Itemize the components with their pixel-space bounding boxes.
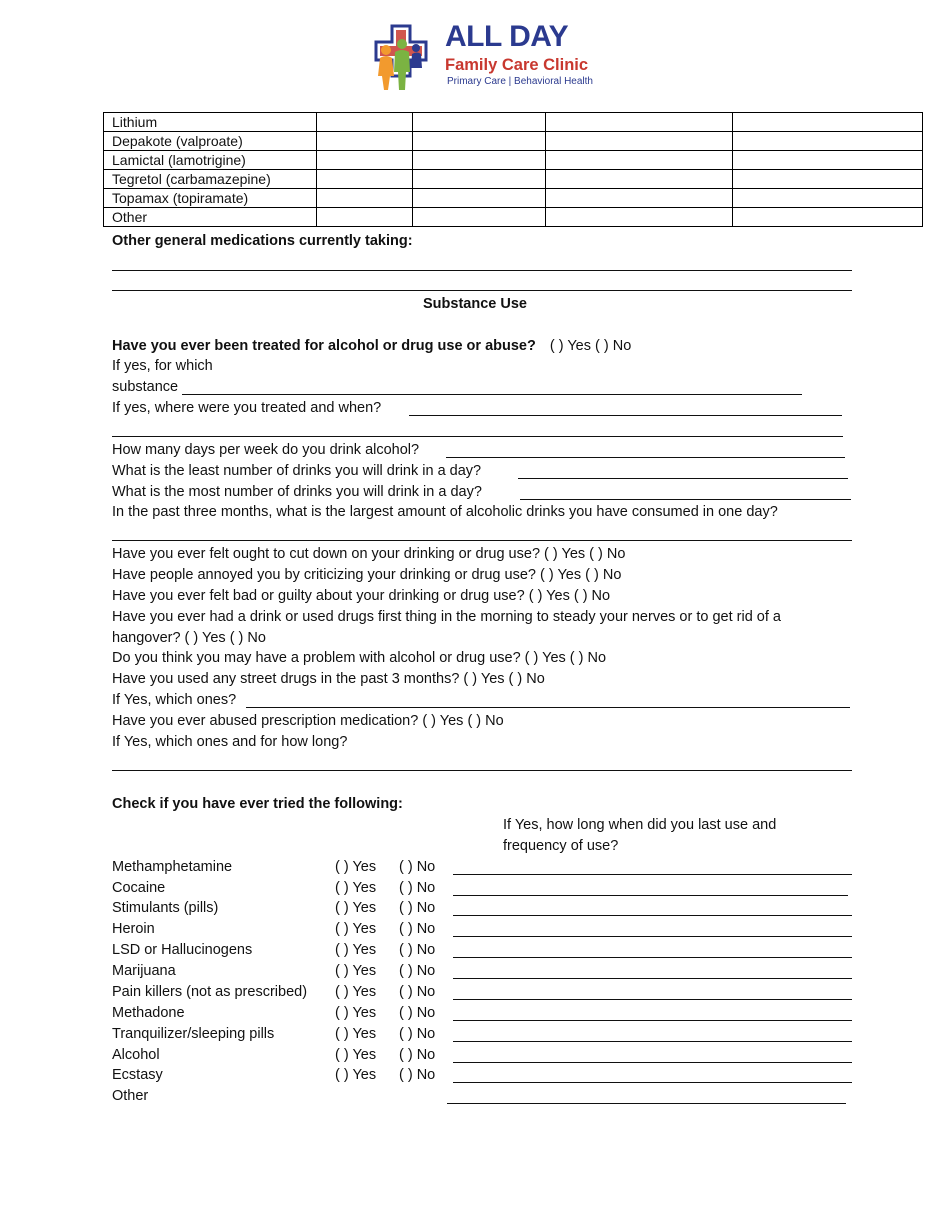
table-row: [104, 170, 923, 189]
largest-drinks-line[interactable]: [112, 540, 852, 541]
medication-table: [103, 112, 923, 227]
medication-name: Depakote (valproate): [104, 132, 317, 151]
drug-name: Pain killers (not as prescribed): [112, 984, 308, 1000]
yes-option[interactable]: ( ) Yes: [335, 1005, 377, 1021]
drug-name: Cocaine: [112, 880, 166, 896]
morning-question: Have you ever had a drink or used drugs first thing in the morning to steady your nerves or to get rid of a: [112, 609, 781, 625]
no-option[interactable]: ( ) No: [399, 963, 436, 979]
yes-option[interactable]: ( ) Yes: [335, 880, 377, 896]
logo-title: ALL DAY: [445, 20, 569, 53]
table-cell[interactable]: [733, 208, 923, 227]
table-row: [104, 113, 923, 132]
no-option[interactable]: ( ) No: [399, 1047, 436, 1063]
annoyed-question[interactable]: Have people annoyed you by criticizing your drinking or drug use? ( ) Yes ( ) No: [112, 567, 622, 583]
drug-answer-line[interactable]: [453, 936, 852, 937]
yes-option[interactable]: ( ) Yes: [335, 900, 377, 916]
drug-name: LSD or Hallucinogens: [112, 942, 253, 958]
table-row: [104, 208, 923, 227]
drug-name: Methadone: [112, 1005, 185, 1021]
where-treated-line[interactable]: [409, 415, 842, 416]
problem-question[interactable]: Do you think you may have a problem with alcohol or drug use? ( ) Yes ( ) No: [112, 650, 607, 666]
table-cell[interactable]: [412, 113, 545, 132]
table-cell[interactable]: [733, 189, 923, 208]
days-week-label: How many days per week do you drink alcohol?: [112, 442, 420, 458]
largest-drinks-label: In the past three months, what is the largest amount of alcoholic drinks you have consumed in one day?: [112, 504, 778, 520]
table-row: [104, 151, 923, 170]
no-option[interactable]: ( ) No: [399, 942, 436, 958]
which-substance-line[interactable]: [182, 394, 802, 395]
table-cell[interactable]: [316, 208, 412, 227]
drug-name: Ecstasy: [112, 1067, 163, 1083]
drug-name: Stimulants (pills): [112, 900, 219, 916]
table-cell[interactable]: [733, 113, 923, 132]
logo-tagline: Primary Care | Behavioral Health: [447, 76, 593, 87]
table-cell[interactable]: [412, 208, 545, 227]
other-meds-line-1[interactable]: [112, 270, 852, 271]
which-long-label: If Yes, which ones and for how long?: [112, 734, 348, 750]
table-cell[interactable]: [545, 132, 733, 151]
drug-answer-line[interactable]: [453, 999, 852, 1000]
which-long-line[interactable]: [112, 770, 852, 771]
checklist-title: Check if you have ever tried the following:: [112, 796, 403, 812]
where-treated-label: If yes, where were you treated and when?: [112, 400, 382, 416]
table-cell[interactable]: [545, 113, 733, 132]
checklist-note-2: frequency of use?: [503, 838, 619, 854]
yes-option[interactable]: ( ) Yes: [335, 1047, 377, 1063]
drug-answer-line[interactable]: [447, 1103, 846, 1104]
yes-option[interactable]: ( ) Yes: [335, 921, 377, 937]
drug-answer-line[interactable]: [453, 978, 852, 979]
drug-answer-line[interactable]: [453, 874, 852, 875]
yes-option[interactable]: ( ) Yes: [335, 859, 377, 875]
yes-option[interactable]: ( ) Yes: [335, 963, 377, 979]
yes-option[interactable]: ( ) Yes: [335, 1067, 377, 1083]
medication-name: Tegretol (carbamazepine): [104, 170, 317, 189]
least-drinks-label: What is the least number of drinks you will drink in a day?: [112, 463, 482, 479]
drug-answer-line[interactable]: [453, 957, 852, 958]
table-cell[interactable]: [412, 170, 545, 189]
drug-name: Alcohol: [112, 1047, 160, 1063]
table-cell[interactable]: [545, 189, 733, 208]
drug-name: Heroin: [112, 921, 155, 937]
table-cell[interactable]: [316, 170, 412, 189]
other-meds-label: Other general medications currently taking:: [112, 233, 413, 249]
drug-answer-line[interactable]: [453, 895, 848, 896]
table-cell[interactable]: [412, 189, 545, 208]
which-ones-line[interactable]: [246, 707, 850, 708]
where-treated-line-2[interactable]: [112, 436, 843, 437]
no-option[interactable]: ( ) No: [399, 921, 436, 937]
drug-answer-line[interactable]: [453, 1041, 852, 1042]
table-cell[interactable]: [412, 151, 545, 170]
medication-name: Lithium: [104, 113, 317, 132]
table-cell[interactable]: [316, 151, 412, 170]
guilty-question[interactable]: Have you ever felt bad or guilty about your drinking or drug use? ( ) Yes ( ) No: [112, 588, 611, 604]
which-ones-label: If Yes, which ones?: [112, 692, 237, 708]
drug-answer-line[interactable]: [453, 1082, 852, 1083]
most-drinks-line[interactable]: [520, 499, 851, 500]
section-title: Substance Use: [423, 296, 527, 312]
logo-subtitle: Family Care Clinic: [445, 56, 589, 74]
no-option[interactable]: ( ) No: [399, 900, 436, 916]
cut-down-question[interactable]: Have you ever felt ought to cut down on your drinking or drug use? ( ) Yes ( ) No: [112, 546, 626, 562]
drug-name: Methamphetamine: [112, 859, 233, 875]
table-cell[interactable]: [316, 113, 412, 132]
yes-option[interactable]: ( ) Yes: [335, 1026, 377, 1042]
no-option[interactable]: ( ) No: [399, 1067, 436, 1083]
clinic-logo: [372, 20, 602, 95]
no-option[interactable]: ( ) No: [399, 859, 436, 875]
yes-option[interactable]: ( ) Yes: [335, 984, 377, 1000]
no-option[interactable]: ( ) No: [399, 880, 436, 896]
morning-question-options[interactable]: hangover? ( ) Yes ( ) No: [112, 630, 266, 646]
clinic-logo-icon: [372, 22, 442, 94]
table-cell[interactable]: [545, 151, 733, 170]
medication-name: Topamax (topiramate): [104, 189, 317, 208]
street-drugs-question[interactable]: Have you used any street drugs in the past 3 months? ( ) Yes ( ) No: [112, 671, 545, 687]
which-substance-label: If yes, for which: [112, 358, 213, 374]
drug-name: Tranquilizer/sleeping pills: [112, 1026, 275, 1042]
medication-name: Other: [104, 208, 317, 227]
drug-answer-line[interactable]: [453, 915, 852, 916]
drug-name-other: Other: [112, 1088, 149, 1104]
most-drinks-label: What is the most number of drinks you will drink in a day?: [112, 484, 482, 500]
table-cell[interactable]: [412, 132, 545, 151]
yes-option[interactable]: ( ) Yes: [335, 942, 377, 958]
table-cell[interactable]: [316, 189, 412, 208]
table-cell[interactable]: [733, 151, 923, 170]
other-meds-line-2[interactable]: [112, 290, 852, 291]
no-option[interactable]: ( ) No: [399, 1005, 436, 1021]
table-cell[interactable]: [733, 132, 923, 151]
table-cell[interactable]: [545, 170, 733, 189]
table-cell[interactable]: [545, 208, 733, 227]
which-substance-label-2: substance: [112, 379, 179, 395]
table-cell[interactable]: [316, 132, 412, 151]
table-row: [104, 189, 923, 208]
prescription-question[interactable]: Have you ever abused prescription medication? ( ) Yes ( ) No: [112, 713, 504, 729]
least-drinks-line[interactable]: [518, 478, 848, 479]
no-option[interactable]: ( ) No: [399, 1026, 436, 1042]
drug-name: Marijuana: [112, 963, 176, 979]
table-row: [104, 132, 923, 151]
medication-name: Lamictal (lamotrigine): [104, 151, 317, 170]
days-week-line[interactable]: [446, 457, 845, 458]
drug-answer-line[interactable]: [453, 1062, 852, 1063]
table-cell[interactable]: [733, 170, 923, 189]
treated-question: [112, 336, 631, 356]
treated-question-text: Have you ever been treated for alcohol or drug use or abuse?: [112, 338, 536, 354]
treated-options[interactable]: ( ) Yes ( ) No: [549, 338, 632, 354]
checklist-note: If Yes, how long when did you last use and: [503, 817, 777, 833]
drug-answer-line[interactable]: [453, 1020, 852, 1021]
no-option[interactable]: ( ) No: [399, 984, 436, 1000]
